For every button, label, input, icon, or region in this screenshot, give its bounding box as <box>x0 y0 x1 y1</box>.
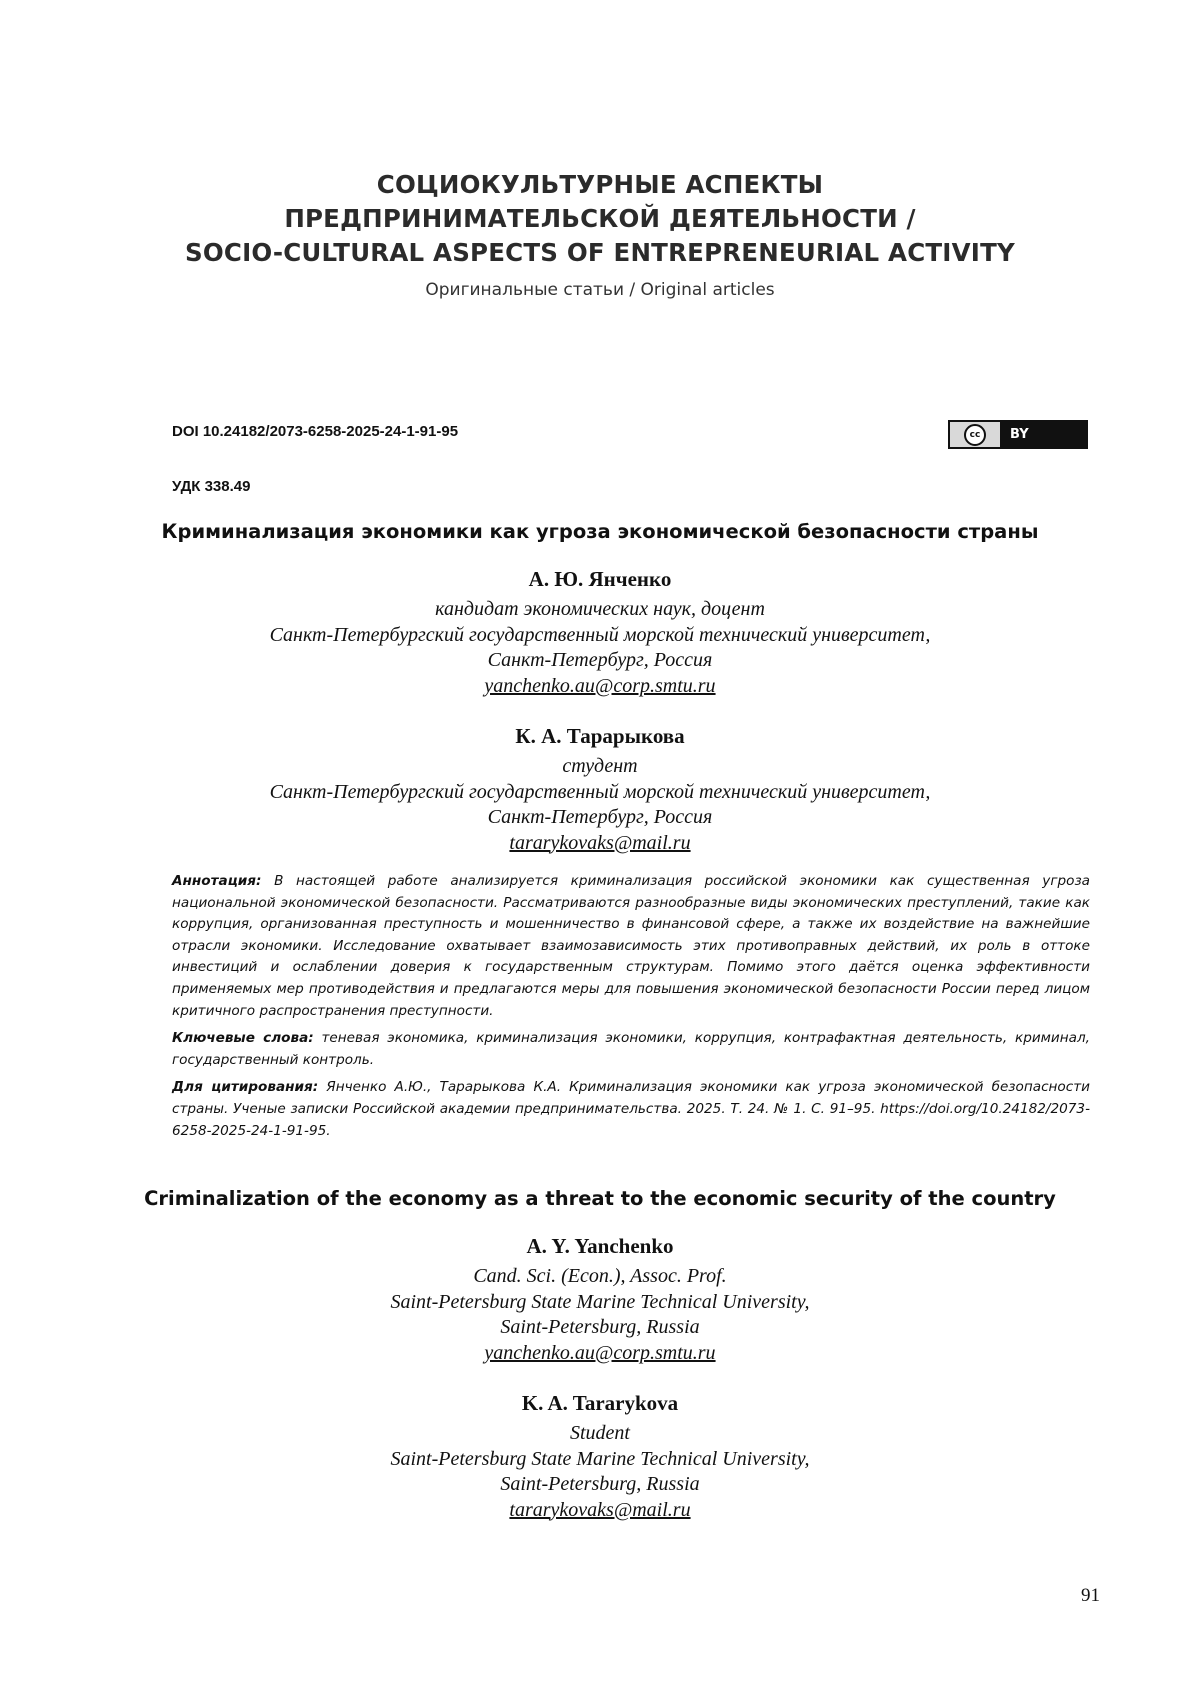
author-position: кандидат экономических наук, доцент <box>435 598 765 620</box>
citation-label: Для цитирования: <box>172 1079 319 1096</box>
author-name: A. Y. Yanchenko <box>526 1234 674 1258</box>
section-heading-line: SOCIO-CULTURAL ASPECTS OF ENTREPRENEURIAL ACTIVITY <box>185 238 1015 267</box>
author-affiliation: Saint-Petersburg State Marine Technical University, <box>390 1290 810 1313</box>
author-block-ru-1 <box>0 565 1200 699</box>
author-block-en-2 <box>0 1389 1200 1523</box>
section-heading <box>0 168 1200 270</box>
keywords-text: теневая экономика, криминализация экономики, коррупция, контрафактная деятельность, криминал, государственный контроль. <box>172 1030 1090 1068</box>
author-position: студент <box>562 755 638 777</box>
creative-commons-icon: cc <box>964 424 986 446</box>
keywords-paragraph <box>172 1028 1090 1071</box>
article-title-en: Criminalization of the economy as a threat to the economic security of the country <box>144 1187 1056 1210</box>
author-city: Санкт-Петербург, Россия <box>487 649 713 671</box>
author-email-link[interactable]: tararykovaks@mail.ru <box>509 1498 691 1521</box>
author-name: К. А. Тарарыкова <box>515 724 685 748</box>
author-block-en-1 <box>0 1232 1200 1366</box>
author-name: А. Ю. Янченко <box>528 567 672 591</box>
license-by-label: BY <box>1010 427 1029 442</box>
author-city: Saint-Petersburg, Russia <box>500 1316 700 1338</box>
author-affiliation: Санкт-Петербургский государственный морской технический университет, <box>269 623 931 646</box>
article-title-ru: Криминализация экономики как угроза экономической безопасности страны <box>161 520 1039 543</box>
author-city: Санкт-Петербург, Россия <box>487 806 713 828</box>
abstract-paragraph <box>172 871 1090 1022</box>
author-position: Cand. Sci. (Econ.), Assoc. Prof. <box>473 1265 727 1287</box>
section-heading-line: СОЦИОКУЛЬТУРНЫЕ АСПЕКТЫ <box>376 170 824 199</box>
author-affiliation: Saint-Petersburg State Marine Technical University, <box>390 1447 810 1470</box>
author-email-link[interactable]: yanchenko.au@corp.smtu.ru <box>484 674 716 697</box>
author-email-link[interactable]: tararykovaks@mail.ru <box>509 831 691 854</box>
author-name: K. A. Tararykova <box>521 1391 679 1415</box>
author-position: Student <box>570 1422 630 1444</box>
abstract-text: В настоящей работе анализируется криминализация российской экономики как существенная угроза национальной экономической безопасности. Рассматриваются разнообразные виды экономических преступлений, такие как коррупция, организованная преступность и мошенничество в финансовой сфере, а также их воздействие на важнейшие отрасли экономики. Исследование охватывает взаимозависимость этих противоправных действий, их роль в оттоке инвестиций и ослаблении доверия к государственным структурам. Помимо этого даётся оценка эффективности применяемых мер противодействия и предлагаются меры для повышения экономической безопасности России перед лицом критичного распространения преступности. <box>172 873 1090 1019</box>
author-city: Saint-Petersburg, Russia <box>500 1473 700 1495</box>
section-heading-line: ПРЕДПРИНИМАТЕЛЬСКОЙ ДЕЯТЕЛЬНОСТИ / <box>284 204 916 233</box>
doi-label: DOI 10.24182/2073-6258-2025-24-1-91-95 <box>172 423 459 440</box>
cc-by-license-badge[interactable] <box>948 420 1088 449</box>
author-block-ru-2 <box>0 722 1200 856</box>
citation-text: Янченко А.Ю., Тарарыкова К.А. Криминализация экономики как угроза экономической безопасности страны. Ученые записки Российской академии предпринимательства. 2025. Т. 24. № 1. С. 91–95. https://doi.org/10.24182/2073-6258-2025-24-1-91-95. <box>172 1079 1090 1139</box>
udk-label: УДК 338.49 <box>172 478 251 495</box>
author-email-link[interactable]: yanchenko.au@corp.smtu.ru <box>484 1341 716 1364</box>
keywords-label: Ключевые слова: <box>172 1030 314 1047</box>
abstract-label: Аннотация: <box>172 873 262 889</box>
page-number: 91 <box>1081 1585 1100 1606</box>
citation-paragraph <box>172 1077 1090 1142</box>
author-affiliation: Санкт-Петербургский государственный морской технический университет, <box>269 780 931 803</box>
section-subheading: Оригинальные статьи / Original articles <box>425 280 775 300</box>
abstract-section <box>172 871 1090 1148</box>
